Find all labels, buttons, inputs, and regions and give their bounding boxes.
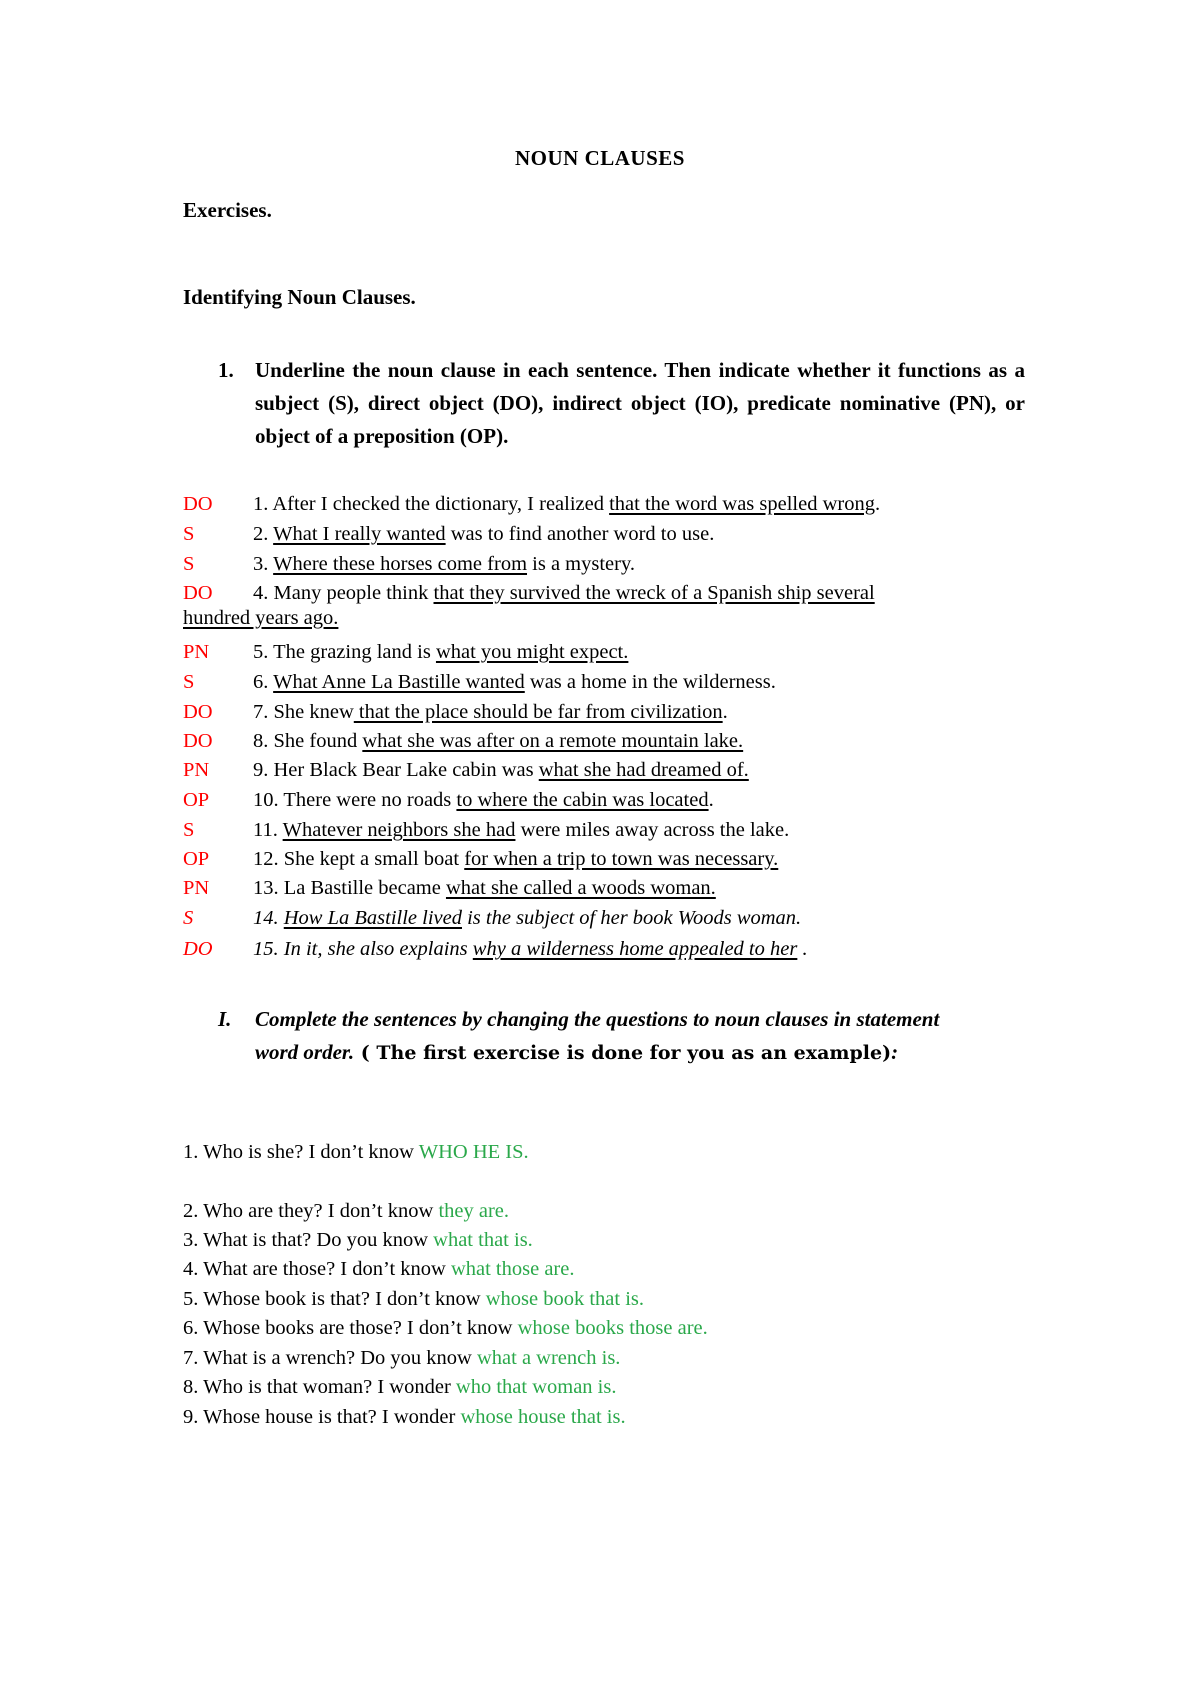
noun-clause: why a wilderness home appealed to her xyxy=(472,938,798,960)
answer: whose book that is. xyxy=(485,1288,645,1310)
question-row: 1. Who is she? I don’t know WHO HE IS. xyxy=(183,1141,529,1163)
function-code: S xyxy=(183,553,195,575)
answer: what those are. xyxy=(450,1258,575,1280)
sentence: 7. She knew that the place should be far from civilization. xyxy=(253,701,728,723)
answer: whose house that is. xyxy=(460,1406,626,1428)
noun-clause: hundred years ago. xyxy=(183,607,339,629)
sentence: 6. What Anne La Bastille wanted was a home in the wilderness. xyxy=(253,671,776,693)
page-title: NOUN CLAUSES xyxy=(515,146,685,170)
function-code: PN xyxy=(183,641,210,663)
exercise-row xyxy=(183,577,1083,609)
function-code: DO xyxy=(183,493,213,515)
answer: they are. xyxy=(438,1200,510,1222)
exercise-row xyxy=(183,488,1083,520)
part2-number: I. xyxy=(218,1007,232,1031)
exercise-row xyxy=(183,666,1083,698)
noun-clause: for when a trip to town was necessary. xyxy=(464,848,779,870)
exercise-row xyxy=(183,754,1083,786)
part1-instruction: Underline the noun clause in each sentence. Then indicate whether it functions as a subject (S), direct object (DO), indirect object (IO), predicate nominative (PN), or object of a preposition (OP). xyxy=(255,358,1025,448)
exercises-label: Exercises. xyxy=(183,198,272,222)
noun-clause: that the place should be far from civilization xyxy=(353,701,723,723)
noun-clause: What Anne La Bastille wanted xyxy=(273,671,525,693)
noun-clause: that they survived the wreck of a Spanish ship several xyxy=(433,582,875,604)
function-code: DO xyxy=(183,938,213,960)
function-code: S xyxy=(183,523,195,545)
exercise-row xyxy=(183,933,1083,965)
noun-clause: How La Bastille lived xyxy=(283,907,462,929)
question-row: 6. Whose books are those? I don’t know whose books those are. xyxy=(183,1317,708,1339)
noun-clause: Where these horses come from xyxy=(273,553,528,575)
noun-clause: what she called a woods woman. xyxy=(445,877,716,899)
noun-clause: to where the cabin was located xyxy=(456,789,709,811)
noun-clause: that the word was spelled wrong xyxy=(609,493,875,515)
sentence: 8. She found what she was after on a remote mountain lake. xyxy=(253,730,744,752)
answer: WHO HE IS. xyxy=(418,1141,529,1163)
noun-clause: what you might expect. xyxy=(435,641,629,663)
noun-clause: what she had dreamed of. xyxy=(538,759,749,781)
function-code: S xyxy=(183,907,194,929)
sentence: 1. After I checked the dictionary, I realized that the word was spelled wrong. xyxy=(253,493,881,515)
question-row: 4. What are those? I don’t know what those are. xyxy=(183,1258,575,1280)
part2-instruction: Complete the sentences by changing the questions to noun clauses in statement word order. ( The first exercise is done for you as an example): xyxy=(255,1007,940,1064)
function-code: DO xyxy=(183,582,213,604)
sentence: 3. Where these horses come from is a mystery. xyxy=(253,553,636,575)
function-code: S xyxy=(183,671,195,693)
question-row: 5. Whose book is that? I don’t know whose book that is. xyxy=(183,1288,645,1310)
noun-clause: what she was after on a remote mountain lake. xyxy=(362,730,744,752)
exercise-row xyxy=(183,725,1083,757)
sentence: 12. She kept a small boat for when a trip to town was necessary. xyxy=(253,848,779,870)
exercise-row xyxy=(183,518,1083,550)
function-code: DO xyxy=(183,701,213,723)
question-row: 2. Who are they? I don’t know they are. xyxy=(183,1200,510,1222)
function-code: PN xyxy=(183,877,210,899)
sentence: 5. The grazing land is what you might expect. xyxy=(253,641,629,663)
noun-clause: What I really wanted xyxy=(273,523,446,545)
function-code: PN xyxy=(183,759,210,781)
sentence: 10. There were no roads to where the cabin was located. xyxy=(253,789,714,811)
sentence: 15. In it, she also explains why a wilderness home appealed to her . xyxy=(253,938,808,960)
question-row: 8. Who is that woman? I wonder who that woman is. xyxy=(183,1376,617,1398)
exercise-row xyxy=(183,843,1083,875)
sentence: 2. What I really wanted was to find another word to use. xyxy=(253,523,715,545)
question-row: 3. What is that? Do you know what that is. xyxy=(183,1229,533,1251)
sentence: 13. La Bastille became what she called a woods woman. xyxy=(253,877,716,899)
question-row: 9. Whose house is that? I wonder whose house that is. xyxy=(183,1406,626,1428)
answer: who that woman is. xyxy=(455,1376,617,1398)
exercise-row xyxy=(183,814,1083,846)
function-code: OP xyxy=(183,848,210,870)
question-row: 7. What is a wrench? Do you know what a wrench is. xyxy=(183,1347,621,1369)
answer: what that is. xyxy=(433,1229,533,1251)
noun-clause: Whatever neighbors she had xyxy=(282,819,516,841)
function-code: S xyxy=(183,819,195,841)
sentence-continuation xyxy=(183,607,338,630)
exercise-row xyxy=(183,548,1083,580)
exercise-row xyxy=(183,636,1083,668)
exercise-row xyxy=(183,696,1083,728)
sentence: 14. How La Bastille lived is the subject of her book Woods woman. xyxy=(253,907,802,929)
section-heading: Identifying Noun Clauses. xyxy=(183,285,416,309)
function-code: DO xyxy=(183,730,213,752)
sentence: 11. Whatever neighbors she had were miles away across the lake. xyxy=(253,819,790,841)
sentence: 4. Many people think that they survived the wreck of a Spanish ship several xyxy=(253,582,875,604)
function-code: OP xyxy=(183,789,210,811)
exercise-row xyxy=(183,872,1083,904)
answer: what a wrench is. xyxy=(476,1347,621,1369)
sentence: 9. Her Black Bear Lake cabin was what she had dreamed of. xyxy=(253,759,749,781)
exercise-row xyxy=(183,784,1083,816)
exercise-row xyxy=(183,902,1083,934)
answer: whose books those are. xyxy=(517,1317,708,1339)
part1-number: 1. xyxy=(218,358,234,382)
